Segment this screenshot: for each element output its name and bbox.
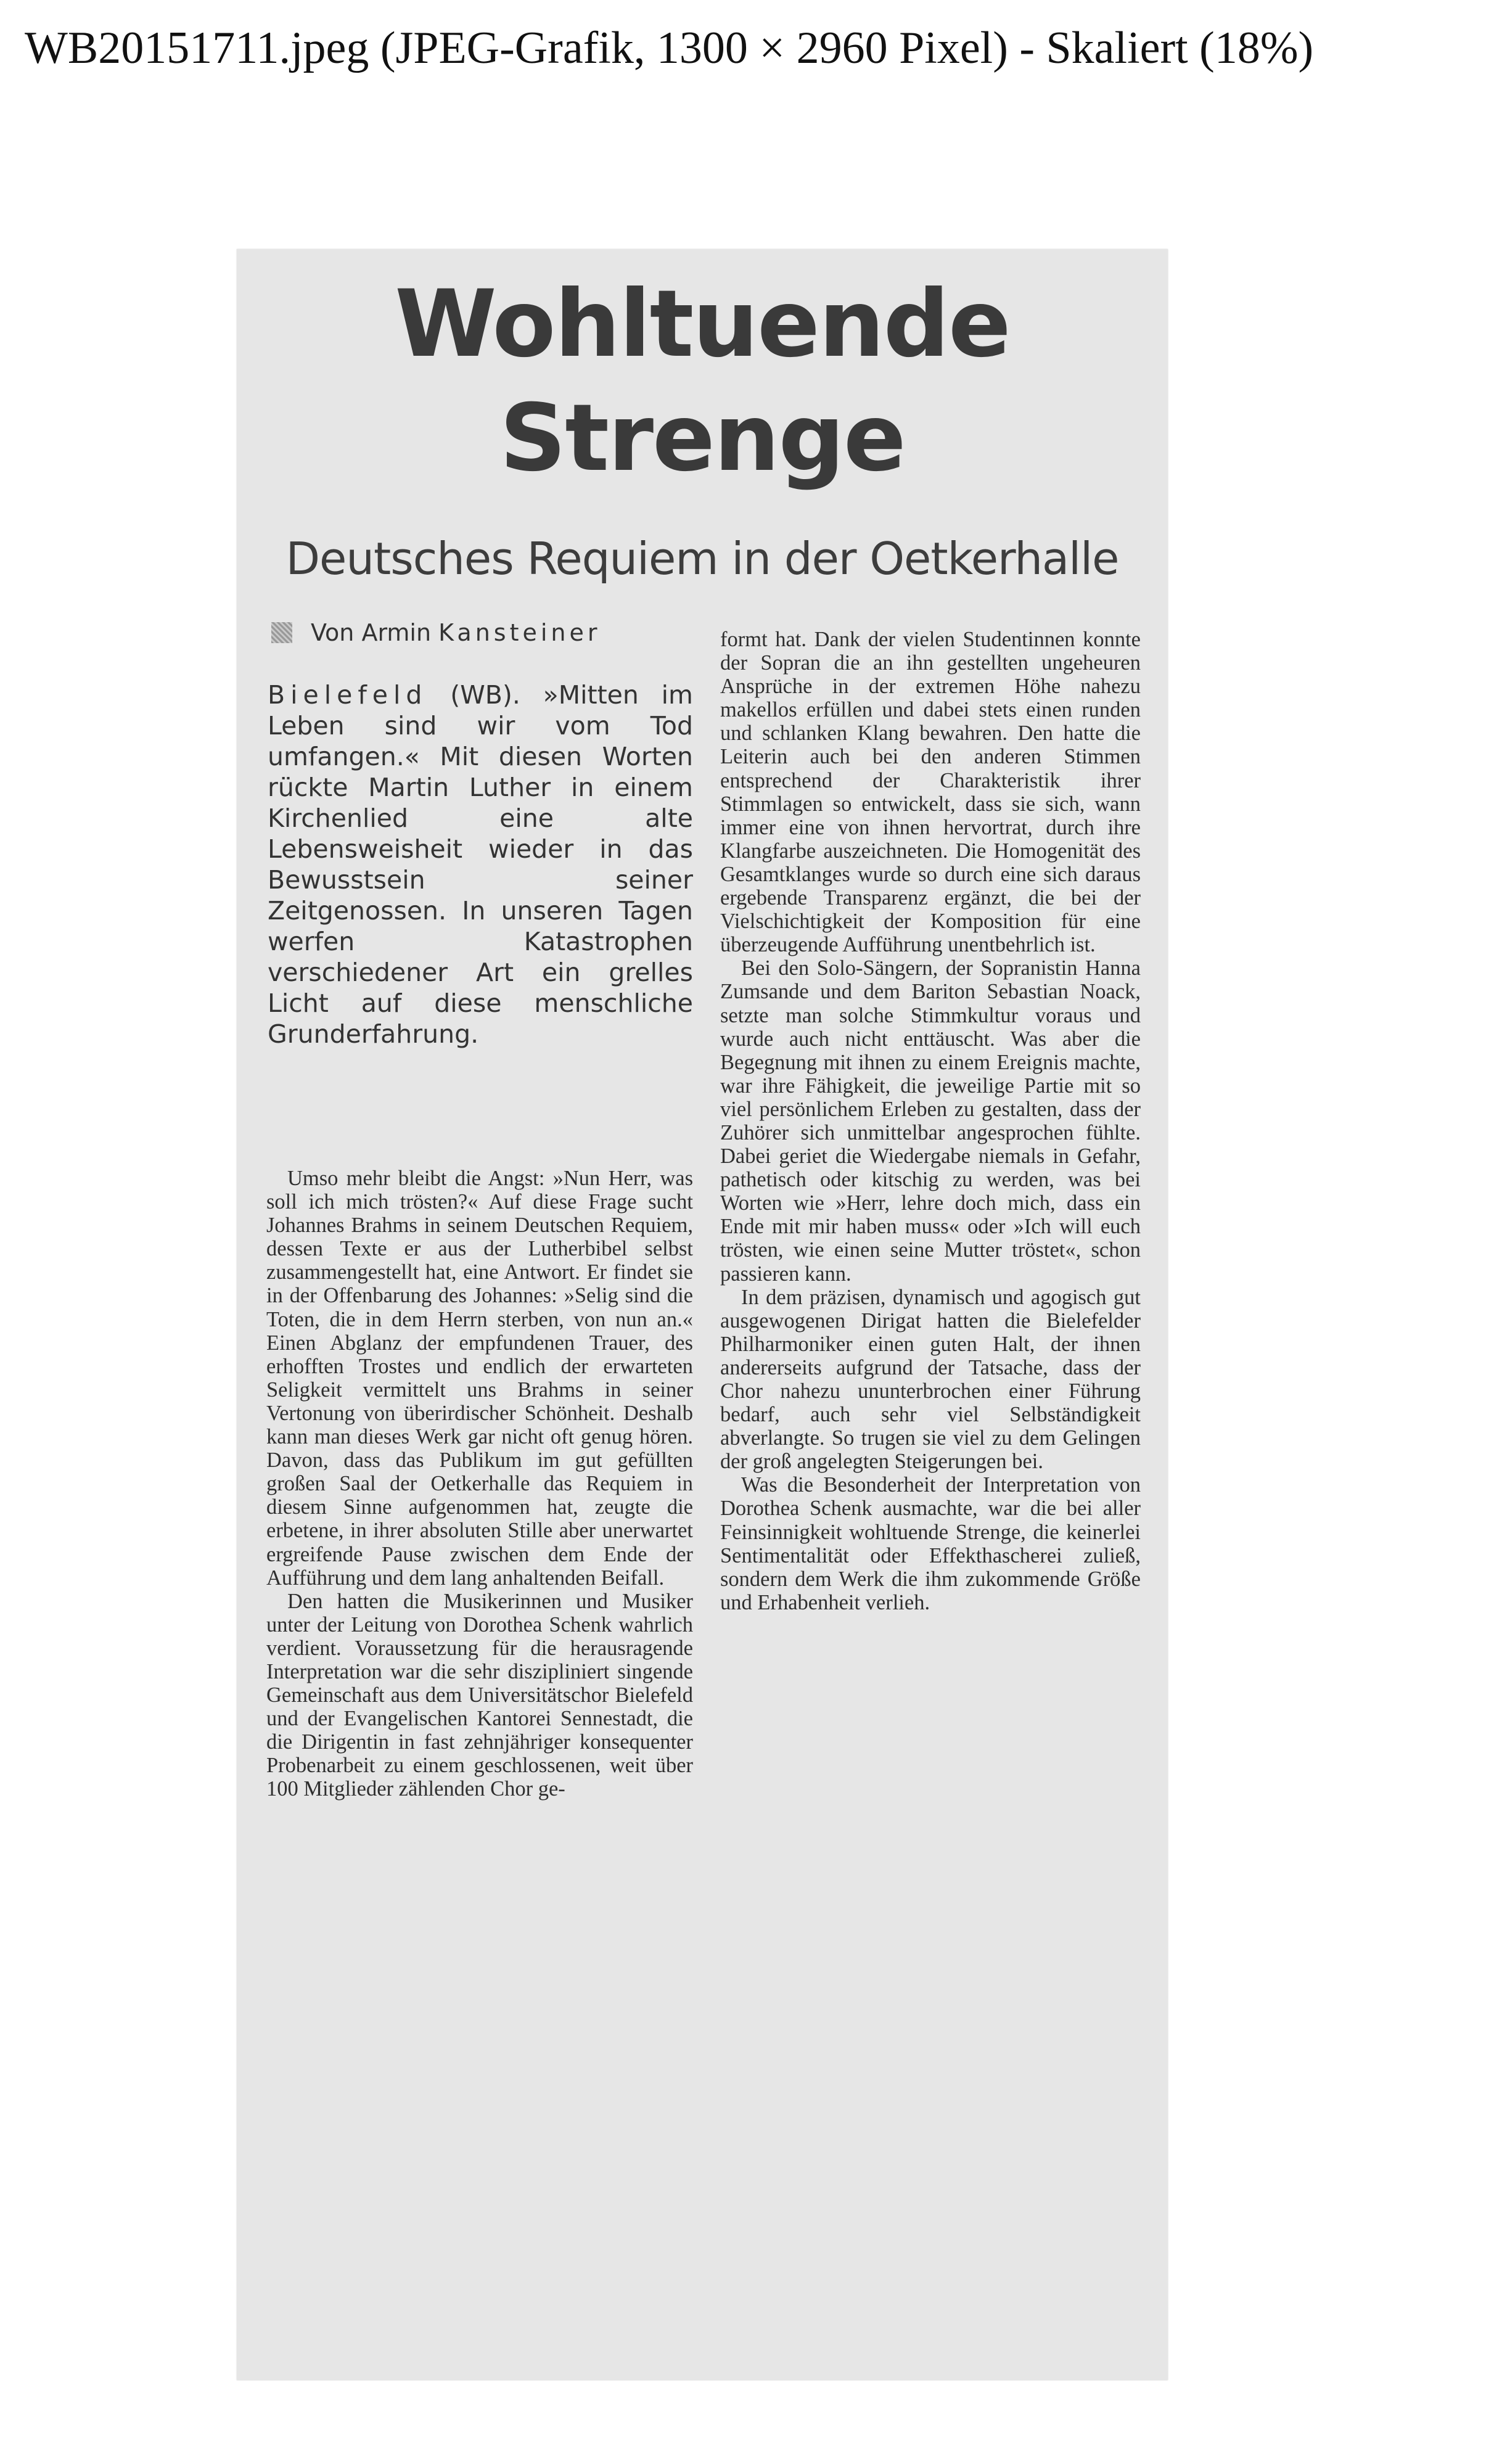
headline-line-1: Wohltuende <box>395 271 1010 378</box>
newspaper-clipping-image <box>237 249 1168 2380</box>
lead-text: (WB). »Mitten im Leben sind wir vom Tod umfangen.« Mit diesen Worten rückte Martin Luther in einem Kirchenlied eine alte Lebensweisheit wieder in das Bewusstsein seiner Zeitgenossen. In unseren Tagen werfen Katastrophen verschiedener Art ein grelles Licht auf diese menschliche Grunderfahrung. <box>268 680 693 1049</box>
article-paragraph: In dem präzisen, dynamisch und agogisch gut ausgewogenen Dirigat hatten die Bielefelder Philharmoniker einen guten Halt, der ihnen andererseits aufgrund der Tatsache, dass der Chor nahezu ununterbrochen einer Führung bedarf, auch sehr viel Selbständigkeit abverlangte. So trugen sie viel zu dem Gelingen der groß angelegten Steigerungen bei. <box>720 1285 1141 1474</box>
headline-line-2: Strenge <box>499 385 905 492</box>
article-column-left <box>266 1167 693 1801</box>
byline-author: Kansteiner <box>438 619 601 646</box>
byline-square-icon <box>271 622 292 643</box>
article-paragraph: formt hat. Dank der vielen Studentinnen konnte der Sopran die an ihn gestellten ungeheuren Ansprüche in der extremen Höhe nahezu makellos erfüllen und dabei stets einen runden und schlanken Klang bewahren. Den hatte die Leiterin auch bei den anderen Stimmen entsprechend der Charakteristik ihrer Stimmlagen so entwickelt, dass sie sich, wann immer eine von ihnen hervortrat, durch ihre Klangfarbe auszeichneten. Die Homogenität des Gesamtklanges wurde so durch eine sich daraus ergebende Transparenz ergänzt, die bei der Vielschichtigkeit der Komposition für eine überzeugende Aufführung unentbehrlich ist. <box>720 628 1141 957</box>
article-subheadline: Deutsches Requiem in der Oetkerhalle <box>285 533 1119 585</box>
article-paragraph: Bei den Solo-Sängern, der Sopranistin Hanna Zumsande und dem Bariton Sebastian Noack, setzte man solche Stimmkultur voraus und wurde auch nicht enttäuscht. Was aber die Begegnung mit ihnen zu einem Ereignis machte, war ihre Fähigkeit, die jeweilige Partie mit so viel persönlichem Erleben zu gestalten, dass der Zuhörer sich unmittelbar angesprochen fühlte. Dabei geriet die Wiedergabe niemals in Gefahr, pathetisch oder kitschig zu werden, was bei Worten wie »Herr, lehre doch mich, dass ein Ende mit mir haben muss« oder »Ich will euch trösten, wie einen seine Mutter tröstet«, schon passieren kann. <box>720 956 1141 1286</box>
article-paragraph: Den hatten die Musikerinnen und Musiker unter der Leitung von Dorothea Schenk wahrlich verdient. Voraussetzung für die herausragende Interpretation war die sehr diszipliniert singende Gemeinschaft aus dem Universitätschor Bielefeld und der Evangelischen Kantorei Sennestadt, die die Dirigentin in fast zehnjähriger konsequenter Probenarbeit zu einem geschlossenen, weit über 100 Mitglieder zählenden Chor ge- <box>266 1589 693 1801</box>
byline-prefix: Von Armin <box>311 619 432 646</box>
article-lead-paragraph <box>268 680 693 1049</box>
article-headline <box>237 268 1168 496</box>
window-title: WB20151711.jpeg (JPEG-Grafik, 1300 × 2960 Pixel) - Skaliert (18%) <box>25 23 1314 73</box>
article-byline <box>271 619 601 646</box>
article-paragraph: Umso mehr bleibt die Angst: »Nun Herr, was soll ich mich trösten?« Auf diese Frage sucht Johannes Brahms in seinem Deutschen Requiem, dessen Texte er aus der Lutherbibel selbst zusammengestellt hat, eine Antwort. Er findet sie in der Offenbarung des Johannes: »Selig sind die Toten, die in dem Herrn sterben, von nun an.« Einen Abglanz der empfundenen Trauer, des erhofften Trostes und endlich der erwarteten Seligkeit vermittelt uns Brahms in seiner Vertonung von überirdischer Schönheit. Deshalb kann man dieses Werk gar nicht oft genug hören. Davon, dass das Publikum im gut gefüllten großen Saal der Oetkerhalle das Requiem in diesem Sinne aufgenommen hat, zeugte die erbetene, in ihrer absoluten Stille aber unerwartet ergreifende Pause zwischen dem Ende der Aufführung und dem lang anhaltenden Beifall. <box>266 1167 693 1590</box>
lead-dateline: Bielefeld <box>268 680 428 710</box>
article-paragraph: Was die Besonderheit der Interpretation von Dorothea Schenk ausmachte, war die bei aller Feinsinnigkeit wohltuende Strenge, die keinerlei Sentimentalität oder Effekthascherei zuließ, sondern dem Werk die ihm zukommende Größe und Erhabenheit verlieh. <box>720 1473 1141 1614</box>
article-column-right <box>720 628 1141 1614</box>
